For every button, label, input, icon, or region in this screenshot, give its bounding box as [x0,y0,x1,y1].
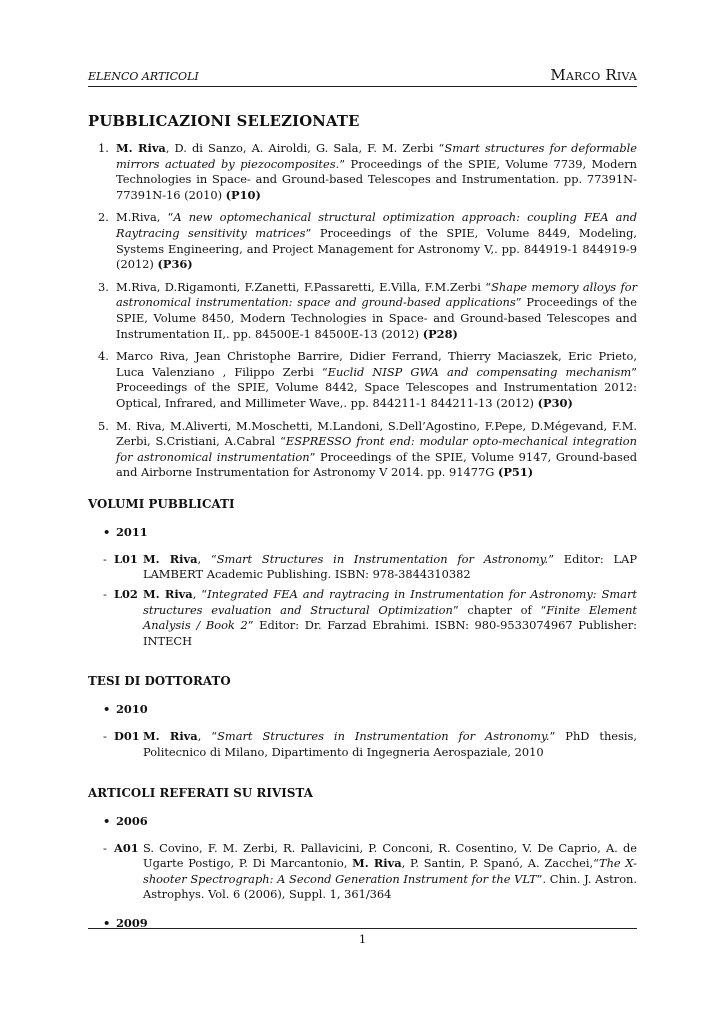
section-title-selected-publications: PUBBLICAZIONI SELEZIONATE [88,113,360,130]
header-author-name: Marco Riva [550,66,637,84]
paper-title: Smart structures for deformable mirrors actuated by piezocomposites. [116,141,637,171]
bullet-icon: • [103,524,111,539]
entry-text: , “ [197,551,217,566]
running-header [88,66,637,87]
citation: ” Proceedings of the SPIE, Volume 9147, Ground-based and Airborne Instrumentation for Astronomy V 2014. pp. 91477G [116,449,637,480]
main-content [88,112,637,931]
item-number: 3. [98,279,109,294]
author-highlight: M. Riva [352,856,402,871]
entry-text: ” chapter of “ [452,602,547,617]
authors: Marco Riva, Jean Christophe Barrire, Didier Ferrand, Thierry Maciaszek, Eric Prieto, Luca Valenziano , Filippo Zerbi “ [116,349,637,379]
selected-publications-list [88,141,637,481]
page-number: 1 [358,932,367,946]
entry-text: , “ [192,587,208,602]
dash-marker: - [103,840,107,855]
citation: ” Proceedings of the SPIE, Volume 8449, Modeling, Systems Engineering, and Project Management for Astronomy V,. pp. 844919-1 844919-9 (2012) [116,225,638,272]
volume-entry [88,552,637,583]
header-left-title: ELENCO ARTICOLI [88,70,199,83]
author-highlight: M. Riva [116,141,166,155]
item-number: 2. [98,210,109,225]
thesis-entry [88,729,637,760]
year-label: 2010 [116,702,148,717]
paper-title: Shape memory alloys for astronomical instrumentation: space and ground-based applications [116,279,638,310]
footer-rule [88,928,637,929]
thesis-title: Smart Structures in Instrumentation for Astronomy. [217,729,550,744]
authors: M. Riva, M.Aliverti, M.Moschetti, M.Landoni, S.Dell’Agostino, F.Pepe, D.Mégevand, F.M. Zerbi, S.Cristiani, A.Cabral “ [116,418,637,449]
entry-text: ”. Chin. J. Astron. Astrophys. Vol. 6 (2006), Suppl. 1, 361/364 [143,871,638,902]
paper-title: Euclid NISP GWA and compensating mechanism [327,364,632,379]
entry-code: D01 [114,729,140,744]
item-number: 5. [98,418,109,433]
authors: M.Riva, D.Rigamonti, F.Zanetti, F.Passaretti, E.Villa, F.M.Zerbi “ [116,279,492,294]
authors: , P. Santin, P. Spanó, A. Zacchei,“ [401,856,599,871]
bullet-icon: • [103,813,111,828]
year-label: 2009 [116,916,148,930]
year-heading [88,701,637,717]
book-title: Finite Element Analysis / Book 2 [143,602,637,633]
entry-code: L01 [114,551,138,566]
authors: M.Riva, “ [116,210,174,225]
entry-text: ” Editor: Dr. Farzad Ebrahimi. ISBN: 980-9533074967 Publisher: INTECH [143,618,637,648]
article-entry [88,841,637,903]
publication-code: (P30) [537,395,573,410]
item-number: 1. [98,141,109,155]
section-title-published-volumes: VOLUMI PUBBLICATI [88,496,235,511]
item-number: 4. [98,349,109,364]
author-highlight: M. Riva [143,729,198,744]
citation: ” Proceedings of the SPIE, Volume 8450, Modern Technologies in Space- and Ground-based Telescopes and Instrumentation II,. pp. 84500E-1 84500E-13 (2012) [116,295,637,341]
publication-code: (P51) [497,465,534,480]
publication-item [88,280,637,342]
dash-marker: - [103,551,107,566]
entry-code: L02 [114,587,138,602]
bullet-icon: • [103,702,111,717]
entry-text: , “ [197,729,218,744]
author-highlight: M. Riva [143,587,193,602]
publication-item [88,349,637,411]
publication-item [88,141,637,203]
volume-title: Integrated FEA and raytracing in Instrumentation for Astronomy: Smart structures evaluation and Structural Optimization [143,587,637,617]
year-heading [88,813,637,829]
section-title-doctoral-thesis: TESI DI DOTTORATO [88,674,231,689]
author-highlight: M. Riva [143,551,198,566]
paper-title: ESPRESSO front end: modular opto-mechanical integration for astronomical instrumentation [116,434,637,464]
year-label: 2011 [116,524,148,539]
citation: ” Proceedings of the SPIE, Volume 7739, Modern Technologies in Space- and Ground-based Telescopes and Instrumentation. pp. 77391N-77391N-16 (2010) [116,156,637,202]
entry-text: ” PhD thesis, Politecnico di Milano, Dipartimento di Ingegneria Aerospaziale, 2010 [143,729,637,760]
volume-title: Smart Structures in Instrumentation for Astronomy. [216,551,549,566]
entry-code: A01 [114,840,139,855]
authors: , D. di Sanzo, A. Airoldi, G. Sala, F. M. Zerbi “ [165,141,445,155]
dash-marker: - [103,587,107,602]
year-heading [88,524,637,540]
dash-marker: - [103,729,107,744]
volume-entry [88,587,637,649]
entry-text: ” Editor: LAP LAMBERT Academic Publishing. ISBN: 978-3844310382 [143,551,637,582]
citation: ” Proceedings of the SPIE, Volume 8442, Space Telescopes and Instrumentation 2012: Optical, Infrared, and Millimeter Wave,. pp. 844211-1 844211-13 (2012) [116,364,637,410]
section-title-refereed-articles: ARTICOLI REFERATI SU RIVISTA [88,785,314,800]
bullet-icon: • [103,916,111,930]
publication-code: (P36) [157,257,193,272]
authors: S. Covino, F. M. Zerbi, R. Pallavicini, P. Conconi, R. Cosentino, V. De Caprio, A. de Ugarte Postigo, P. Di Marcantonio, [143,840,637,871]
article-title: The X-shooter Spectrograph: A Second Generation Instrument for the VLT [143,856,637,886]
publication-item [88,419,637,481]
year-label: 2006 [116,813,148,828]
paper-title: A new optomechanical structural optimization approach: coupling FEA and Raytracing sensitivity matrices [116,210,637,240]
publication-code: (P10) [225,187,261,202]
publication-code: (P28) [422,326,458,341]
publication-item [88,210,637,272]
